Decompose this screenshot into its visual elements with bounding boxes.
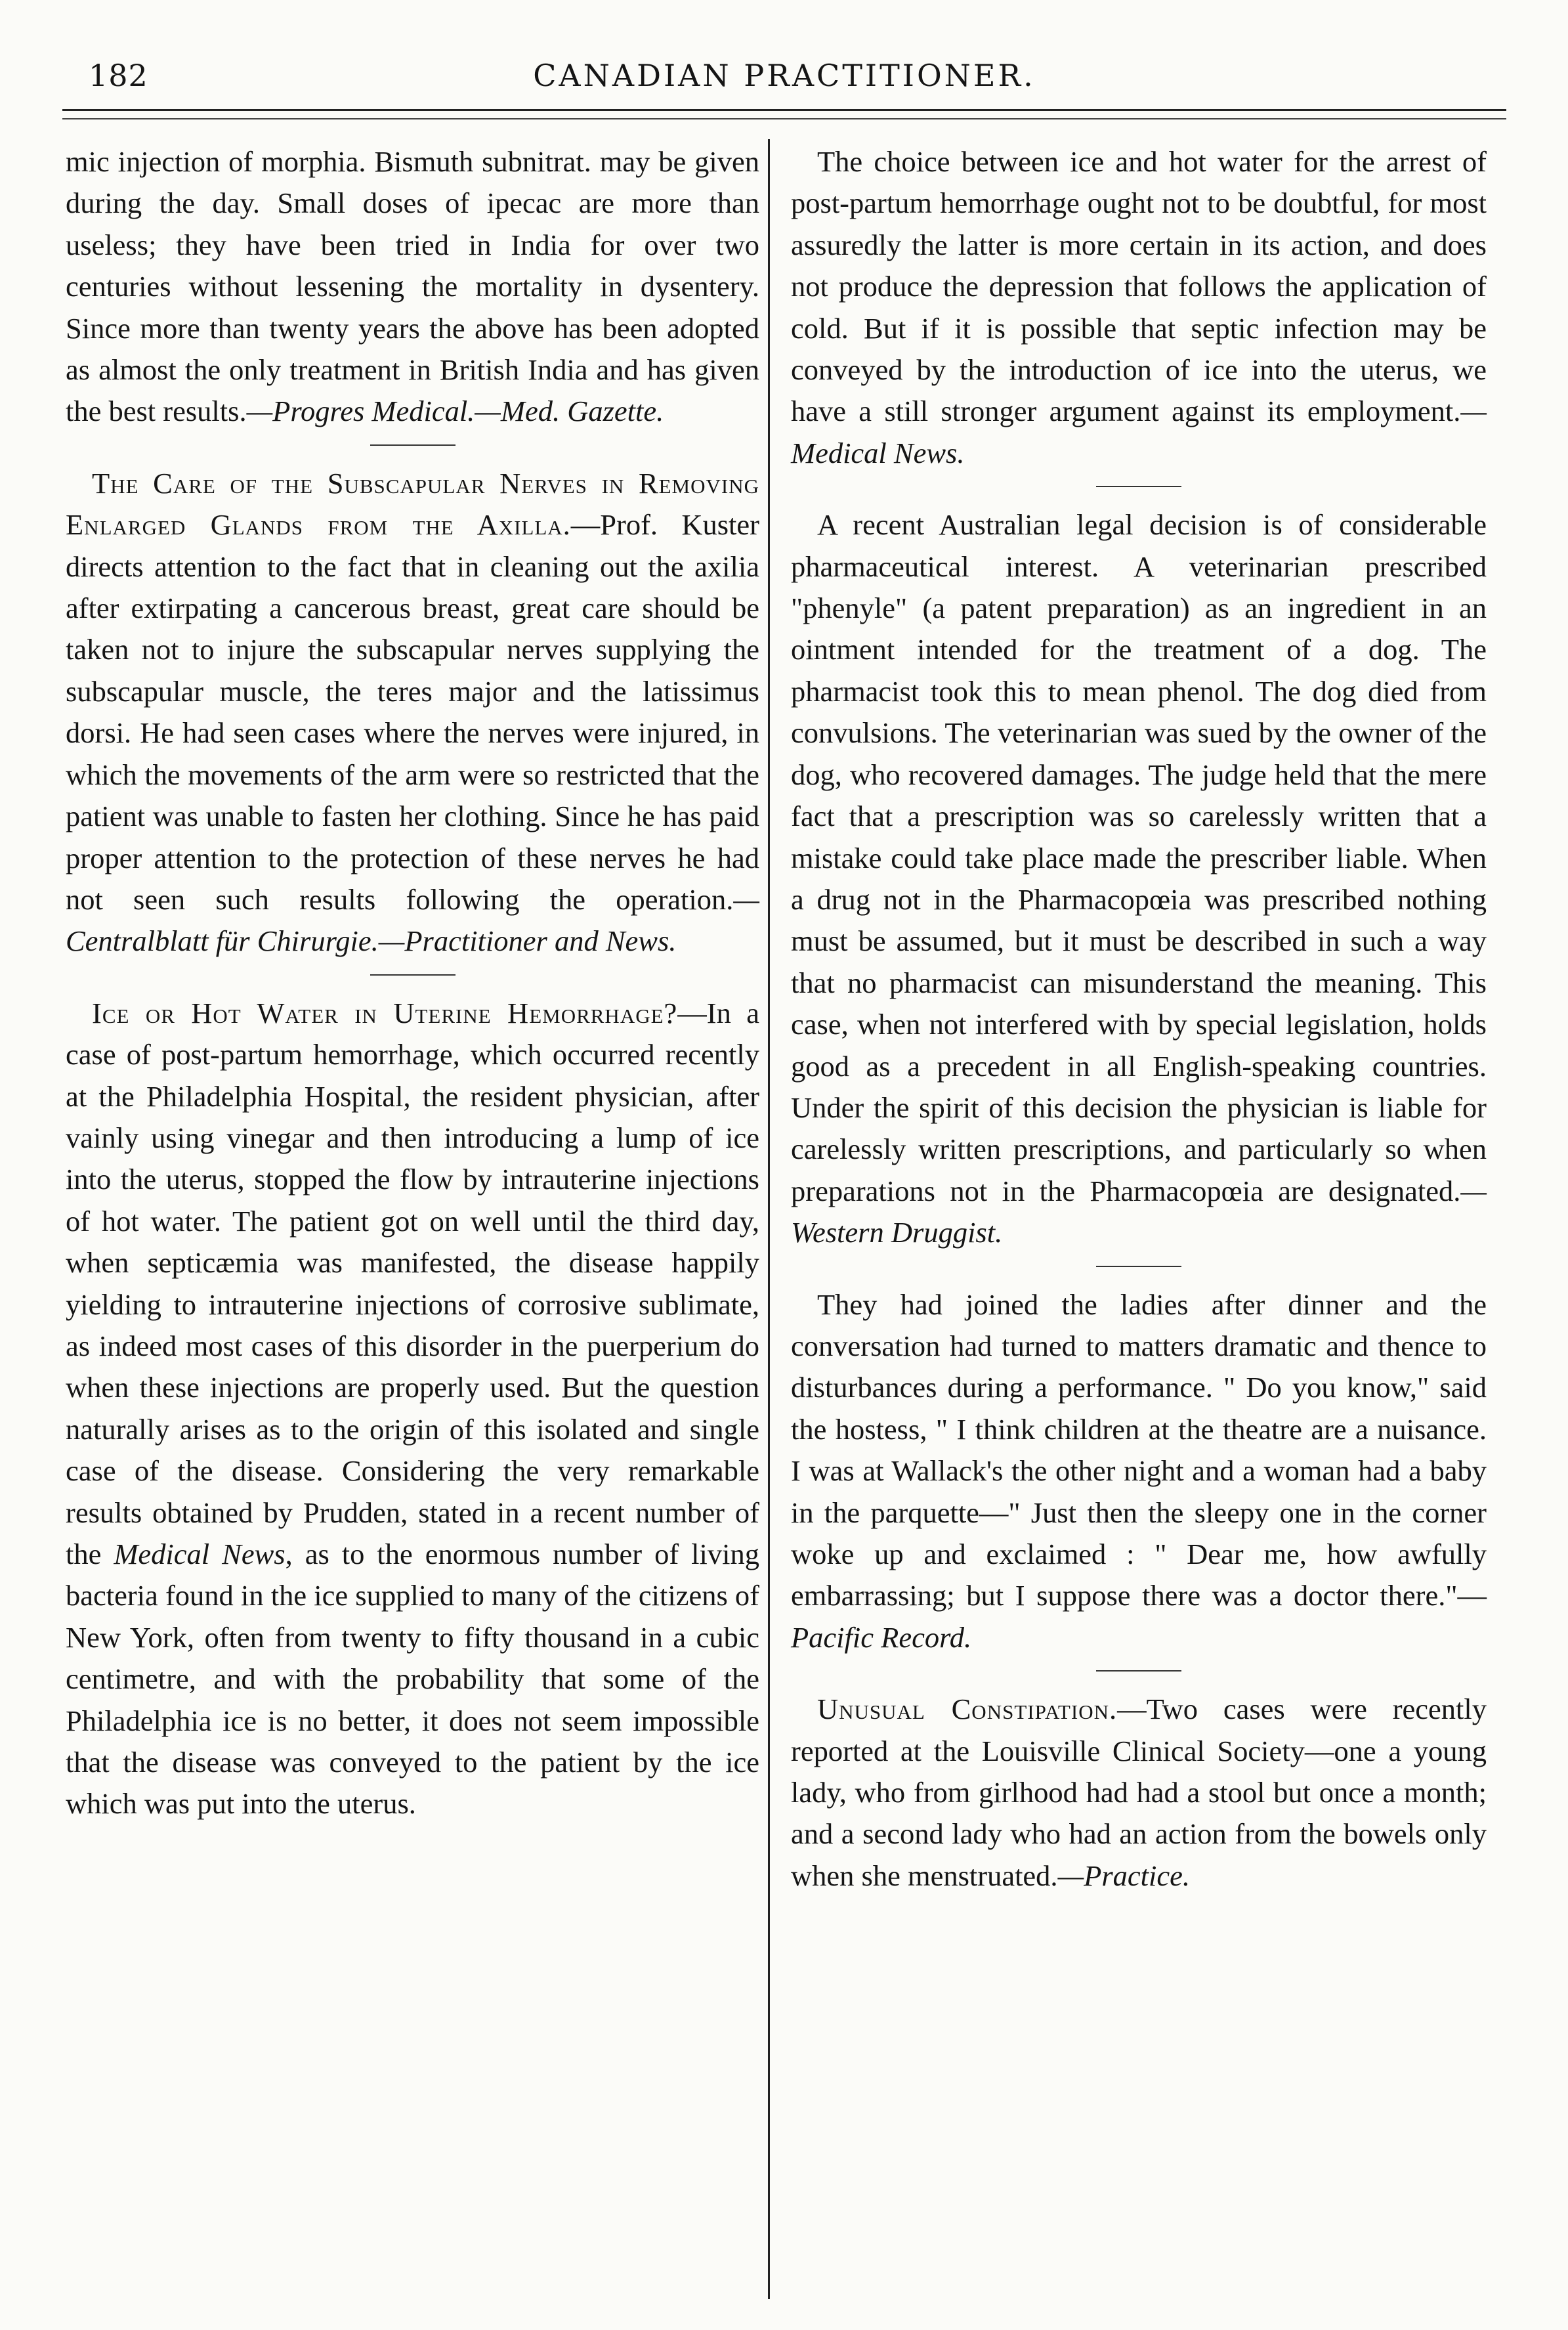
article-text: —Prof. Kuster directs attention to the fact that in cleaning out the axilia after extirpating a cancerous breast, great care should be taken not to injure the subscapular nerves supplying the subscapular muscle, the teres major and the latissimus dorsi. He had seen cases where the nerves were injured, in which the movements of the arm were so restricted that the patient was unable to fasten her clothing. Since he has paid proper attention to the protection of these nerves he had not seen such results following the operation. <box>66 508 759 916</box>
article-ice-hot-water <box>66 993 759 1825</box>
article-source: Pacific Record. <box>791 1620 972 1654</box>
page-number: 182 <box>89 58 148 93</box>
article-source: —Practice. <box>1057 1859 1190 1892</box>
article-subscapular-nerves <box>66 463 759 962</box>
running-title: CANADIAN PRACTITIONER. <box>533 58 1036 93</box>
article-separator <box>1096 1266 1181 1267</box>
article-separator <box>1096 486 1181 487</box>
column-divider <box>768 139 770 2299</box>
article-unusual-constipation <box>791 1689 1487 1897</box>
article-morphia-continuation <box>66 141 759 433</box>
article-separator <box>370 974 456 976</box>
journal-title: Medical News <box>114 1538 286 1570</box>
header-rule <box>62 109 1506 111</box>
article-text: The choice between ice and hot water for the arrest of post-partum hemorrhage ought not to be doubtful, for most assuredly the latter is more certain in its action, and does not produce the depression that follows the application of cold. But if it is possible that septic infection may be conveyed by the introduction of ice into the uterus, we have a still stronger argument against its employment. <box>791 145 1487 428</box>
article-text: , as to the enormous number of living bacteria found in the ice supplied to many of the citizens of New York, often from twenty to fifty thousand in a cubic centimetre, and with the probability that some of the Philadelphia ice is no better, it does not seem impossible that the disease was conveyed to the patient by the ice which was put into the uterus. <box>66 1538 759 1821</box>
left-column <box>66 141 759 1825</box>
article-ice-vs-hot-water <box>791 141 1487 474</box>
article-text: —In a case of post-partum hemorrhage, which occurred recently at the Philadelphia Hospital, the resident physician, after vainly using vinegar and then introducing a lump of ice into the uterus, stopped the flow by intrauterine injections of hot water. The patient got on well until the third day, when septicæmia was manifested, the disease happily yielding to intrauterine injections of corrosive sublimate, as indeed most cases of this disorder in the puerperium do when these injections are properly used. But the question naturally arises as to the origin of this isolated and single case of the disease. Considering the very remarkable results obtained by Prudden, stated in a recent number of the <box>66 996 759 1570</box>
header-rule-secondary <box>62 118 1506 119</box>
article-heading: Ice or Hot Water in Uterine Hemorrhage? <box>92 996 678 1029</box>
article-source: — Western Druggist. <box>791 1174 1487 1249</box>
article-heading: Unusual Constipation. <box>817 1693 1118 1726</box>
article-legal-decision <box>791 504 1487 1253</box>
article-source: —Progres Medical.—Med. Gazette. <box>246 395 664 428</box>
article-separator <box>1096 1670 1181 1672</box>
article-text: They had joined the ladies after dinner and the conversation had turned to matters dramatic and thence to disturbances during a performance. " Do you know," said the hostess, " I think children at the theatre are a nuisance. I was at Wallack's the other night and a woman had a baby in the parquette—" Just then the sleepy one in the corner woke up and exclaimed : " Dear me, how awfully embarrassing; but I suppose there was a doctor there."— <box>791 1287 1487 1612</box>
page-header <box>62 38 1506 104</box>
right-column <box>791 141 1487 1897</box>
article-ladies-anecdote <box>791 1284 1487 1659</box>
article-text: A recent Australian legal decision is of considerable pharmaceutical interest. A veterinarian prescribed "phenyle" (a patent preparation) as an ingredient in an ointment intended for the treatment of a dog. The pharmacist took this to mean phenol. The dog died from convulsions. The veterinarian was sued by the owner of the dog, who recovered damages. The judge held that the mere fact that a prescription was so carelessly written that a mistake could take place made the prescriber liable. When a drug not in the Pharmacopœia was prescribed nothing must be assumed, but it must be described in such a way that no pharmacist can misunderstand the meaning. This case, when not interfered with by special legislation, holds good as a precedent in all English-speaking countries. Under the spirit of this decision the physician is liable for carelessly written prescriptions, and particularly so when preparations not in the Pharmacopœia are designated. <box>791 508 1487 1207</box>
article-text: mic injection of morphia. Bismuth subnitrat. may be given during the day. Small doses of ipecac are more than useless; they have been tried in India for over two centuries without lessening the mortality in dysentery. Since more than twenty years the above has been adopted as almost the only treatment in British India and has given the best results. <box>66 145 759 428</box>
article-source: —Centralblatt für Chirurgie.—Practitioner and News. <box>66 882 759 958</box>
article-separator <box>370 444 456 446</box>
article-text: —Two cases were recently reported at the Louisville Clinical Society—one a young lady, who from girlhood had had a stool but once a month; and a second lady who had an action from the bowels only when she menstruated. <box>791 1693 1487 1892</box>
article-source: —Medical News. <box>791 395 1487 469</box>
article-heading: The Care of the Subscapular Nerves in Removing Enlarged Glands from the Axilla. <box>66 466 759 542</box>
